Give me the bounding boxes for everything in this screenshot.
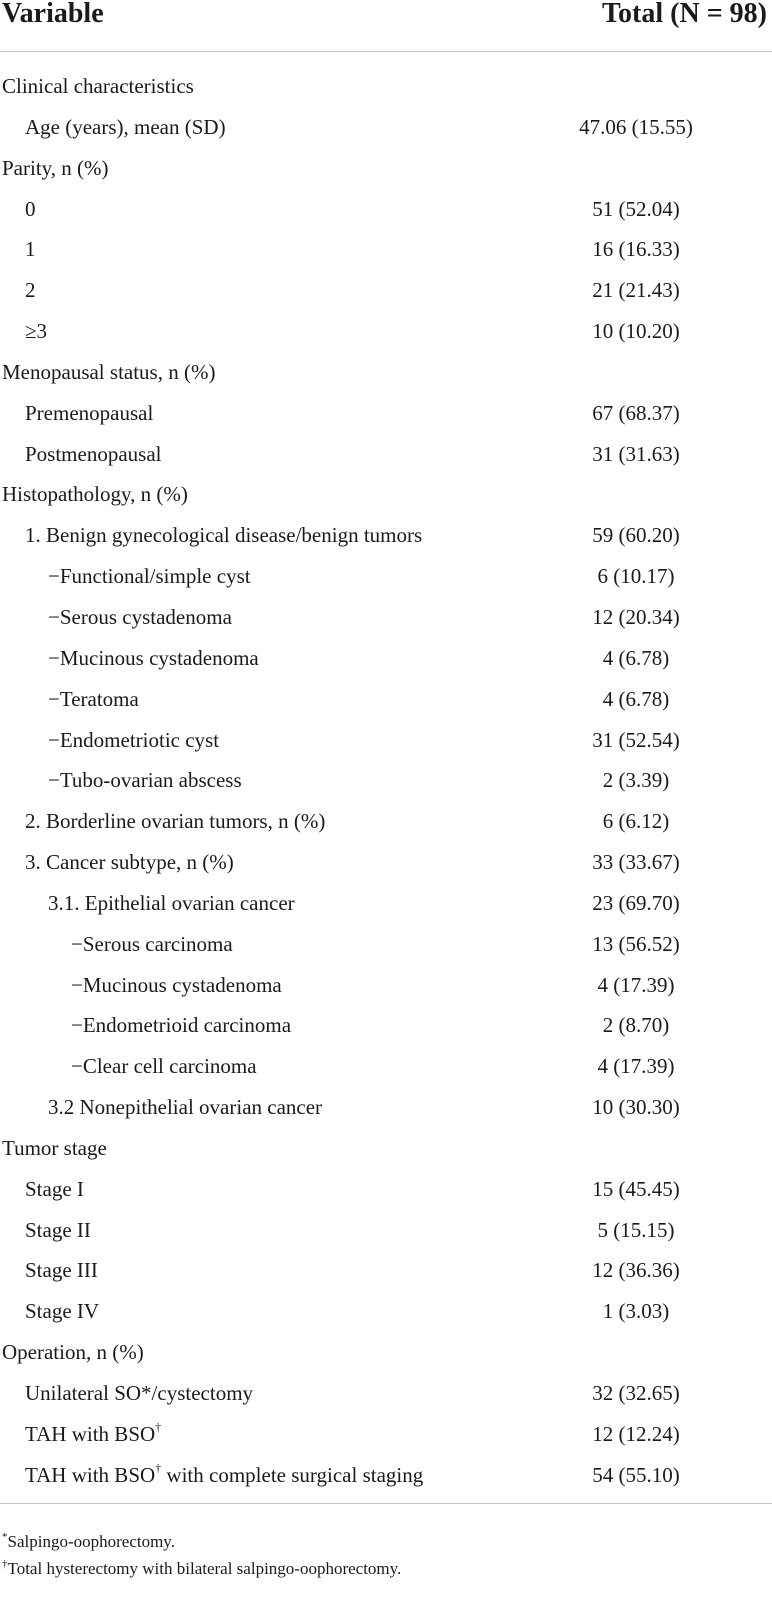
row-label-suffix: with complete surgical staging bbox=[161, 1462, 424, 1487]
row-label-text: Stage IV bbox=[25, 1299, 100, 1324]
row-value: 4 (6.78) bbox=[602, 686, 670, 711]
row-label-text: Postmenopausal bbox=[25, 441, 162, 466]
table-row bbox=[0, 107, 772, 148]
row-label-text: Parity, n (%) bbox=[2, 155, 109, 180]
row-label bbox=[48, 638, 259, 678]
row-label bbox=[2, 352, 215, 392]
row-label bbox=[25, 1291, 99, 1331]
row-label-text: −Mucinous cystadenoma bbox=[71, 972, 282, 997]
row-value: 12 (20.34) bbox=[592, 604, 680, 629]
row-value: 2 (8.70) bbox=[602, 1013, 670, 1038]
row-label-text: Unilateral SO*/cystectomy bbox=[25, 1381, 254, 1405]
row-value: 4 (17.39) bbox=[597, 972, 675, 997]
row-label bbox=[2, 1332, 144, 1372]
row-label-text: Stage III bbox=[25, 1258, 98, 1283]
table-row bbox=[0, 597, 772, 638]
row-label bbox=[71, 1005, 291, 1045]
row-label-text: Menopausal status, n (%) bbox=[2, 359, 216, 384]
table-row bbox=[0, 434, 772, 475]
row-value: 51 (52.04) bbox=[592, 196, 680, 221]
row-label bbox=[48, 720, 219, 760]
footnote-text: Total hysterectomy with bilateral salpingo-oophorectomy. bbox=[7, 1559, 402, 1578]
row-label-text: −Endometrioid carcinoma bbox=[71, 1013, 292, 1038]
row-label-text: 3.1. Epithelial ovarian cancer bbox=[48, 890, 295, 915]
table-row bbox=[0, 270, 772, 311]
table-row bbox=[0, 1169, 772, 1210]
table-row bbox=[0, 556, 772, 597]
row-label bbox=[48, 556, 251, 596]
row-label-text: Histopathology, n (%) bbox=[2, 482, 188, 507]
row-label bbox=[25, 515, 422, 555]
table-header bbox=[0, 0, 772, 52]
table-row bbox=[0, 515, 772, 556]
footnote-marker: † bbox=[155, 1460, 162, 1475]
table-row bbox=[0, 1005, 772, 1046]
row-label bbox=[48, 760, 242, 800]
row-label-text: 1 bbox=[25, 237, 36, 262]
row-label bbox=[25, 1373, 253, 1413]
row-label bbox=[25, 1169, 84, 1209]
row-value: 2 (3.39) bbox=[602, 768, 670, 793]
table-row bbox=[0, 393, 772, 434]
row-label bbox=[71, 1046, 257, 1086]
row-label-text: 2. Borderline ovarian tumors, n (%) bbox=[25, 809, 326, 834]
row-label bbox=[48, 1087, 322, 1127]
table-row bbox=[0, 720, 772, 761]
table-row bbox=[0, 311, 772, 352]
row-label-text: Tumor stage bbox=[2, 1135, 107, 1160]
row-value: 33 (33.67) bbox=[592, 850, 680, 875]
row-value: 31 (31.63) bbox=[592, 441, 680, 466]
row-label-text: 2 bbox=[25, 278, 36, 303]
row-label-text: 0 bbox=[25, 196, 36, 221]
row-value: 47.06 (15.55) bbox=[579, 114, 693, 139]
footnote-marker: † bbox=[155, 1419, 162, 1434]
table-row bbox=[0, 352, 772, 393]
table-row bbox=[0, 1332, 772, 1373]
table-row bbox=[0, 883, 772, 924]
footnote-text: Salpingo-oophorectomy. bbox=[7, 1532, 175, 1551]
row-value: 6 (6.12) bbox=[602, 809, 670, 834]
table-row bbox=[0, 1455, 772, 1496]
row-label bbox=[25, 107, 226, 147]
row-value: 67 (68.37) bbox=[592, 400, 680, 425]
footnote-mark: † bbox=[2, 1558, 8, 1571]
row-label bbox=[2, 474, 188, 514]
row-label bbox=[25, 1414, 161, 1454]
footnotes bbox=[2, 1528, 401, 1582]
table-row bbox=[0, 1210, 772, 1251]
row-value: 6 (10.17) bbox=[597, 564, 675, 589]
table-row bbox=[0, 1250, 772, 1291]
row-label bbox=[2, 148, 109, 188]
variable-column-header: Variable bbox=[2, 0, 104, 29]
table-row bbox=[0, 148, 772, 189]
row-label bbox=[25, 1210, 91, 1250]
row-label bbox=[2, 1128, 107, 1168]
row-label bbox=[71, 965, 282, 1005]
table-row bbox=[0, 760, 772, 801]
row-label-text: Operation, n (%) bbox=[2, 1340, 144, 1365]
table-row bbox=[0, 1087, 772, 1128]
row-label bbox=[25, 393, 153, 433]
row-value: 4 (6.78) bbox=[602, 645, 670, 670]
row-label-text: 1. Benign gynecological disease/benign tumors bbox=[25, 523, 423, 548]
row-value: 15 (45.45) bbox=[592, 1176, 680, 1201]
row-value: 10 (30.30) bbox=[592, 1095, 680, 1120]
row-value: 12 (36.36) bbox=[592, 1258, 680, 1283]
row-label-text: −Functional/simple cyst bbox=[48, 564, 251, 589]
table-row bbox=[0, 1128, 772, 1169]
row-label bbox=[25, 842, 234, 882]
row-label bbox=[25, 1455, 423, 1495]
row-label-text: Stage I bbox=[25, 1176, 84, 1201]
row-label bbox=[71, 924, 233, 964]
row-label-text: −Serous carcinoma bbox=[71, 931, 233, 956]
row-label-text: −Teratoma bbox=[48, 686, 139, 711]
table-row bbox=[0, 842, 772, 883]
row-value: 13 (56.52) bbox=[592, 931, 680, 956]
row-value: 16 (16.33) bbox=[592, 237, 680, 262]
table-row bbox=[0, 189, 772, 230]
table-row bbox=[0, 1414, 772, 1455]
row-label bbox=[25, 189, 36, 229]
row-label-text: ≥3 bbox=[25, 319, 48, 344]
row-value: 54 (55.10) bbox=[592, 1462, 680, 1487]
table-row bbox=[0, 1373, 772, 1414]
table-row bbox=[0, 1046, 772, 1087]
table-row bbox=[0, 965, 772, 1006]
row-label-text: Stage II bbox=[25, 1217, 91, 1242]
row-label bbox=[25, 1250, 98, 1290]
table-row bbox=[0, 638, 772, 679]
row-label bbox=[25, 801, 325, 841]
row-label bbox=[48, 597, 232, 637]
row-value: 10 (10.20) bbox=[592, 319, 680, 344]
row-label bbox=[48, 883, 295, 923]
row-label-text: 3. Cancer subtype, n (%) bbox=[25, 850, 234, 875]
table-body bbox=[0, 66, 772, 1496]
row-label-text: −Clear cell carcinoma bbox=[71, 1054, 257, 1079]
table-row bbox=[0, 1291, 772, 1332]
total-column-header: Total (N = 98) bbox=[601, 0, 767, 29]
table-row bbox=[0, 229, 772, 270]
row-value: 4 (17.39) bbox=[597, 1054, 675, 1079]
row-label-text: Premenopausal bbox=[25, 400, 154, 425]
row-label bbox=[2, 66, 194, 106]
row-value: 21 (21.43) bbox=[592, 278, 680, 303]
row-value: 23 (69.70) bbox=[592, 890, 680, 915]
row-label bbox=[25, 434, 162, 474]
footnote bbox=[2, 1528, 401, 1555]
row-label-text: TAH with BSO bbox=[25, 1421, 156, 1446]
table-row bbox=[0, 679, 772, 720]
table-row bbox=[0, 474, 772, 515]
table-row bbox=[0, 66, 772, 107]
footnote bbox=[2, 1555, 401, 1582]
row-label-text: −Tubo-ovarian abscess bbox=[48, 768, 242, 793]
footnote-mark: * bbox=[2, 1531, 8, 1544]
row-label bbox=[25, 270, 36, 310]
header-divider bbox=[0, 51, 772, 52]
row-value: 31 (52.54) bbox=[592, 727, 680, 752]
row-label-text: Clinical characteristics bbox=[2, 74, 194, 98]
row-label bbox=[25, 311, 47, 351]
table-row bbox=[0, 924, 772, 965]
row-value: 12 (12.24) bbox=[592, 1421, 680, 1446]
row-value: 1 (3.03) bbox=[602, 1299, 670, 1324]
row-label-text: −Endometriotic cyst bbox=[48, 727, 220, 752]
row-label-text: Age (years), mean (SD) bbox=[25, 114, 226, 139]
row-label-text: −Mucinous cystadenoma bbox=[48, 645, 259, 670]
row-label-text: −Serous cystadenoma bbox=[48, 604, 232, 629]
row-label bbox=[48, 679, 139, 719]
table-row bbox=[0, 801, 772, 842]
row-value: 59 (60.20) bbox=[592, 523, 680, 548]
row-value: 5 (15.15) bbox=[597, 1217, 675, 1242]
row-value: 32 (32.65) bbox=[592, 1381, 680, 1405]
row-label-text: 3.2 Nonepithelial ovarian cancer bbox=[48, 1095, 323, 1120]
row-label bbox=[25, 229, 36, 269]
footer-divider bbox=[0, 1503, 772, 1504]
row-label-text: TAH with BSO bbox=[25, 1462, 156, 1487]
